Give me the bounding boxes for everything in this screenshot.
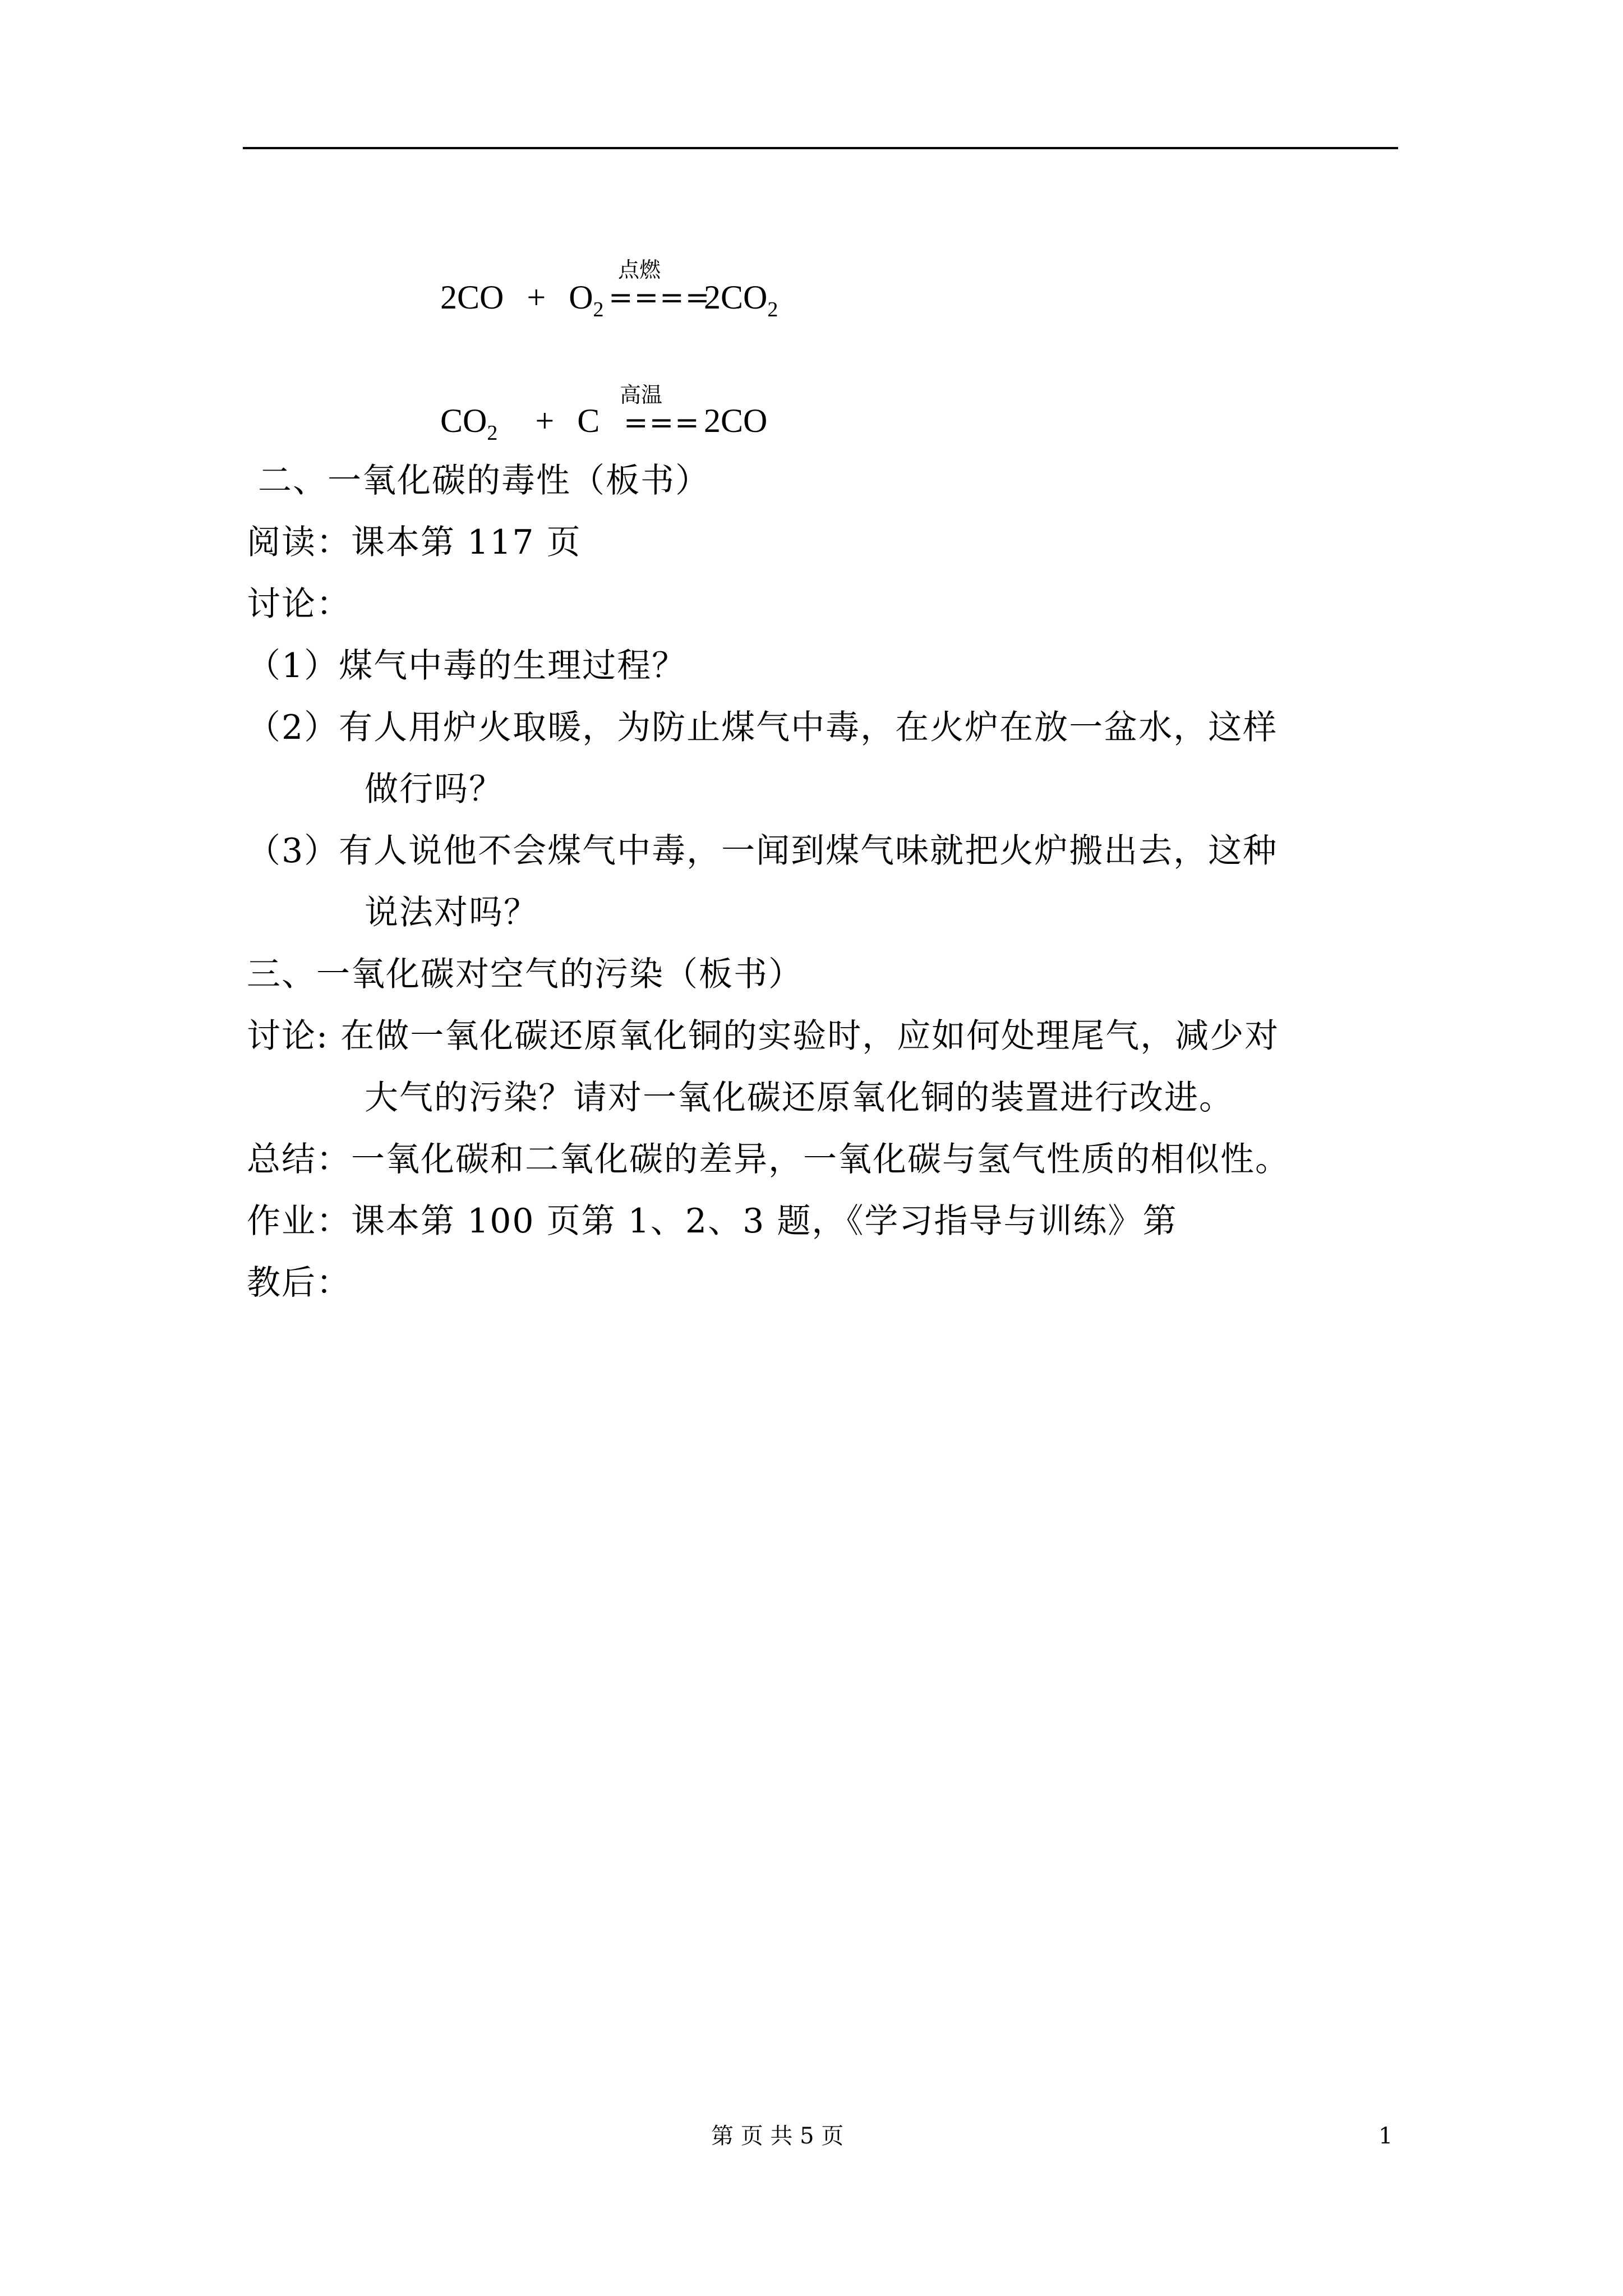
header-rule: [243, 147, 1398, 149]
eq2-reactant-co2: CO2: [440, 402, 498, 445]
section-heading-toxicity: 二、一氧化碳的毒性（板书）: [258, 461, 710, 500]
eq1-o2-subscript: 2: [593, 298, 604, 321]
homework-line: 作业：课本第 100 页第 1、2、3 题，《学习指导与训练》第: [247, 1202, 1178, 1241]
discussion-pollution: 讨论: 在做一氧化碳还原氧化铜的实验时，应如何处理尾气，减少对: [247, 1016, 1280, 1056]
question-2: （2）有人用炉火取暖，为防止煤气中毒，在火炉在放一盆水，这样: [247, 708, 1278, 747]
question-3: （3）有人说他不会煤气中毒，一闻到煤气味就把火炉搬出去，这种: [247, 831, 1278, 871]
eq2-equals-sign: ===: [624, 406, 700, 440]
eq2-co2-subscript: 2: [487, 421, 498, 445]
question-3-continued: 说法对吗？: [365, 893, 538, 932]
eq2-plus: +: [535, 402, 555, 439]
discussion-pollution-continued: 大气的污染？请对一氧化碳还原氧化铜的装置进行改进。: [365, 1078, 1234, 1117]
eq1-reactant-co: 2CO: [440, 279, 504, 316]
section-heading-pollution: 三、一氧化碳对空气的污染（板书）: [247, 955, 803, 994]
eq1-equals-sign: ====: [608, 281, 711, 315]
reading-line: 阅读：课本第 117 页: [247, 523, 582, 562]
eq1-product: 2CO2: [704, 279, 778, 321]
eq2-condition: 高温: [620, 383, 663, 407]
after-class-notes-label: 教后：: [247, 1263, 351, 1303]
question-1: （1）煤气中毒的生理过程？: [247, 646, 687, 685]
equation-co-combustion: [440, 279, 604, 321]
summary-line: 总结：一氧化碳和二氧化碳的差异，一氧化碳与氢气性质的相似性。: [247, 1140, 1290, 1179]
discussion-label: 讨论：: [247, 585, 351, 624]
eq2-reactant-c: C: [577, 402, 600, 439]
footer-page-info: 第 页 共 5 页: [711, 2123, 844, 2149]
eq1-condition: 点燃: [618, 257, 661, 282]
equation-co2-reduction: [440, 402, 600, 445]
footer-page-number: 1: [1378, 2123, 1393, 2149]
eq1-plus: +: [527, 279, 546, 316]
eq1-reactant-o2: O2: [569, 279, 604, 321]
eq1-co2-subscript: 2: [767, 298, 778, 321]
eq2-product: 2CO: [704, 402, 768, 439]
question-2-continued: 做行吗？: [365, 770, 504, 809]
